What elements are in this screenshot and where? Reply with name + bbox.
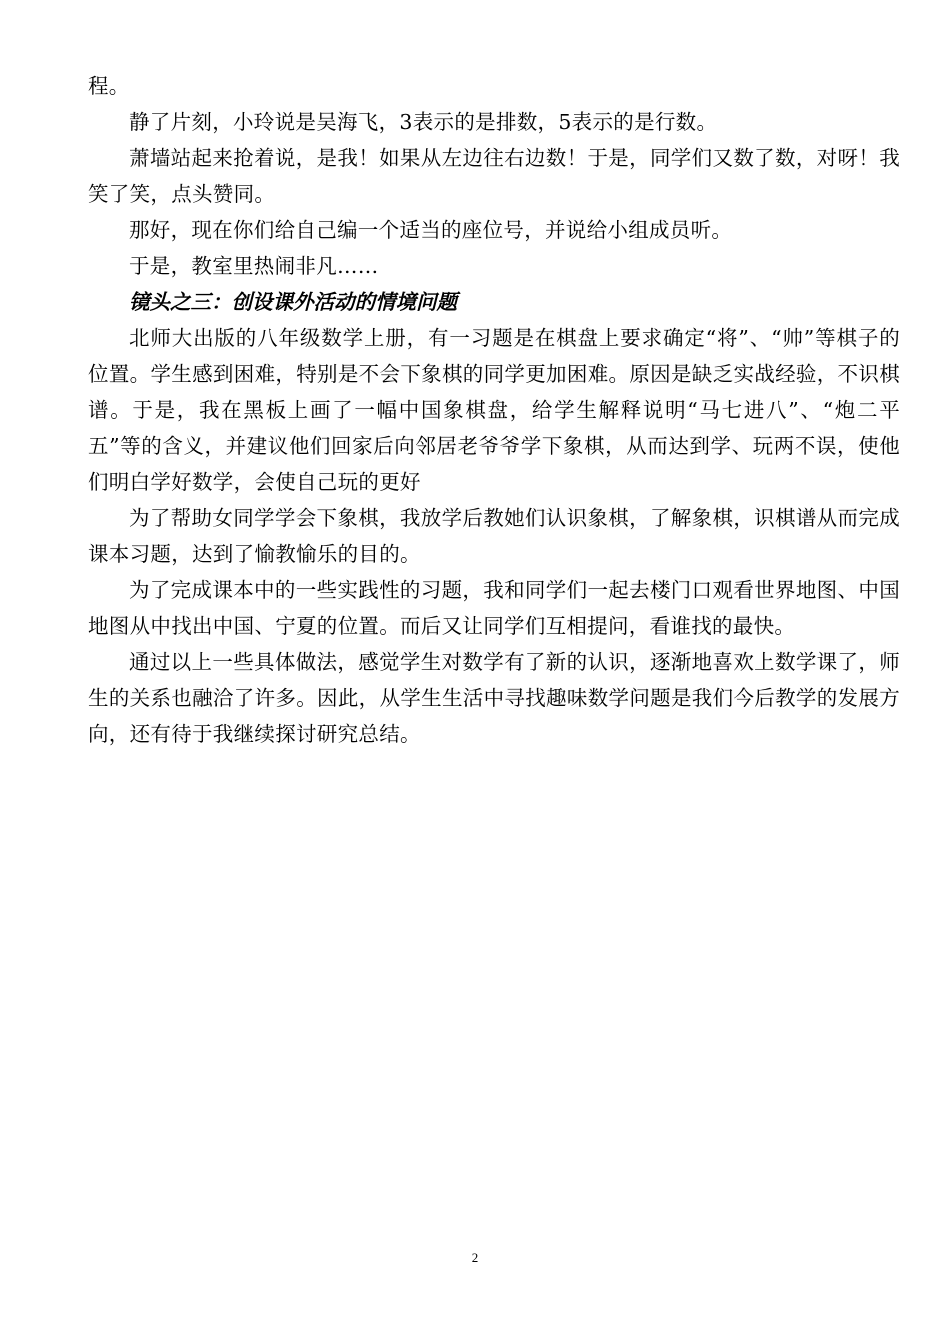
paragraph: 通过以上一些具体做法，感觉学生对数学有了新的认识，逐渐地喜欢上数学课了，师生的关系也融洽了许多。因此，从学生生活中寻找趣味数学问题是我们今后教学的发展方向，还有待于我继续探讨研究总结。 [88,650,900,746]
page-number: 2 [471,1250,479,1265]
paragraph: 静了片刻，小玲说是吴海飞，3表示的是排数，5表示的是行数。 [129,110,718,134]
paragraph: 萧墙站起来抢着说，是我！如果从左边往右边数！于是，同学们又数了数，对呀！我笑了笑，点头赞同。 [88,146,900,206]
paragraph: 北师大出版的八年级数学上册，有一习题是在棋盘上要求确定“将”、“帅”等棋子的位置。学生感到困难，特别是不会下象棋的同学更加困难。原因是缺乏实战经验，不识棋谱。于是，我在黑板上画了一幅中国象棋盘，给学生解释说明“马七进八”、“炮二平五”等的含义，并建议他们回家后向邻居老爷爷学下象棋，从而达到学、玩两不误，使他们明白学好数学，会使自己玩的更好 [88,326,900,494]
paragraph: 那好，现在你们给自己编一个适当的座位号，并说给小组成员听。 [129,218,733,242]
paragraph: 为了完成课本中的一些实践性的习题，我和同学们一起去楼门口观看世界地图、中国地图从中找出中国、宁夏的位置。而后又让同学们互相提问，看谁找的最快。 [88,578,900,638]
paragraph: 于是，教室里热闹非凡…… [129,254,379,278]
paragraph-continuation: 程。 [88,74,130,98]
document-body [88,68,900,752]
paragraph: 为了帮助女同学学会下象棋，我放学后教她们认识象棋，了解象棋，识棋谱从而完成课本习题，达到了愉教愉乐的目的。 [88,506,900,566]
section-heading: 镜头之三：创设课外活动的情境问题 [129,290,457,314]
